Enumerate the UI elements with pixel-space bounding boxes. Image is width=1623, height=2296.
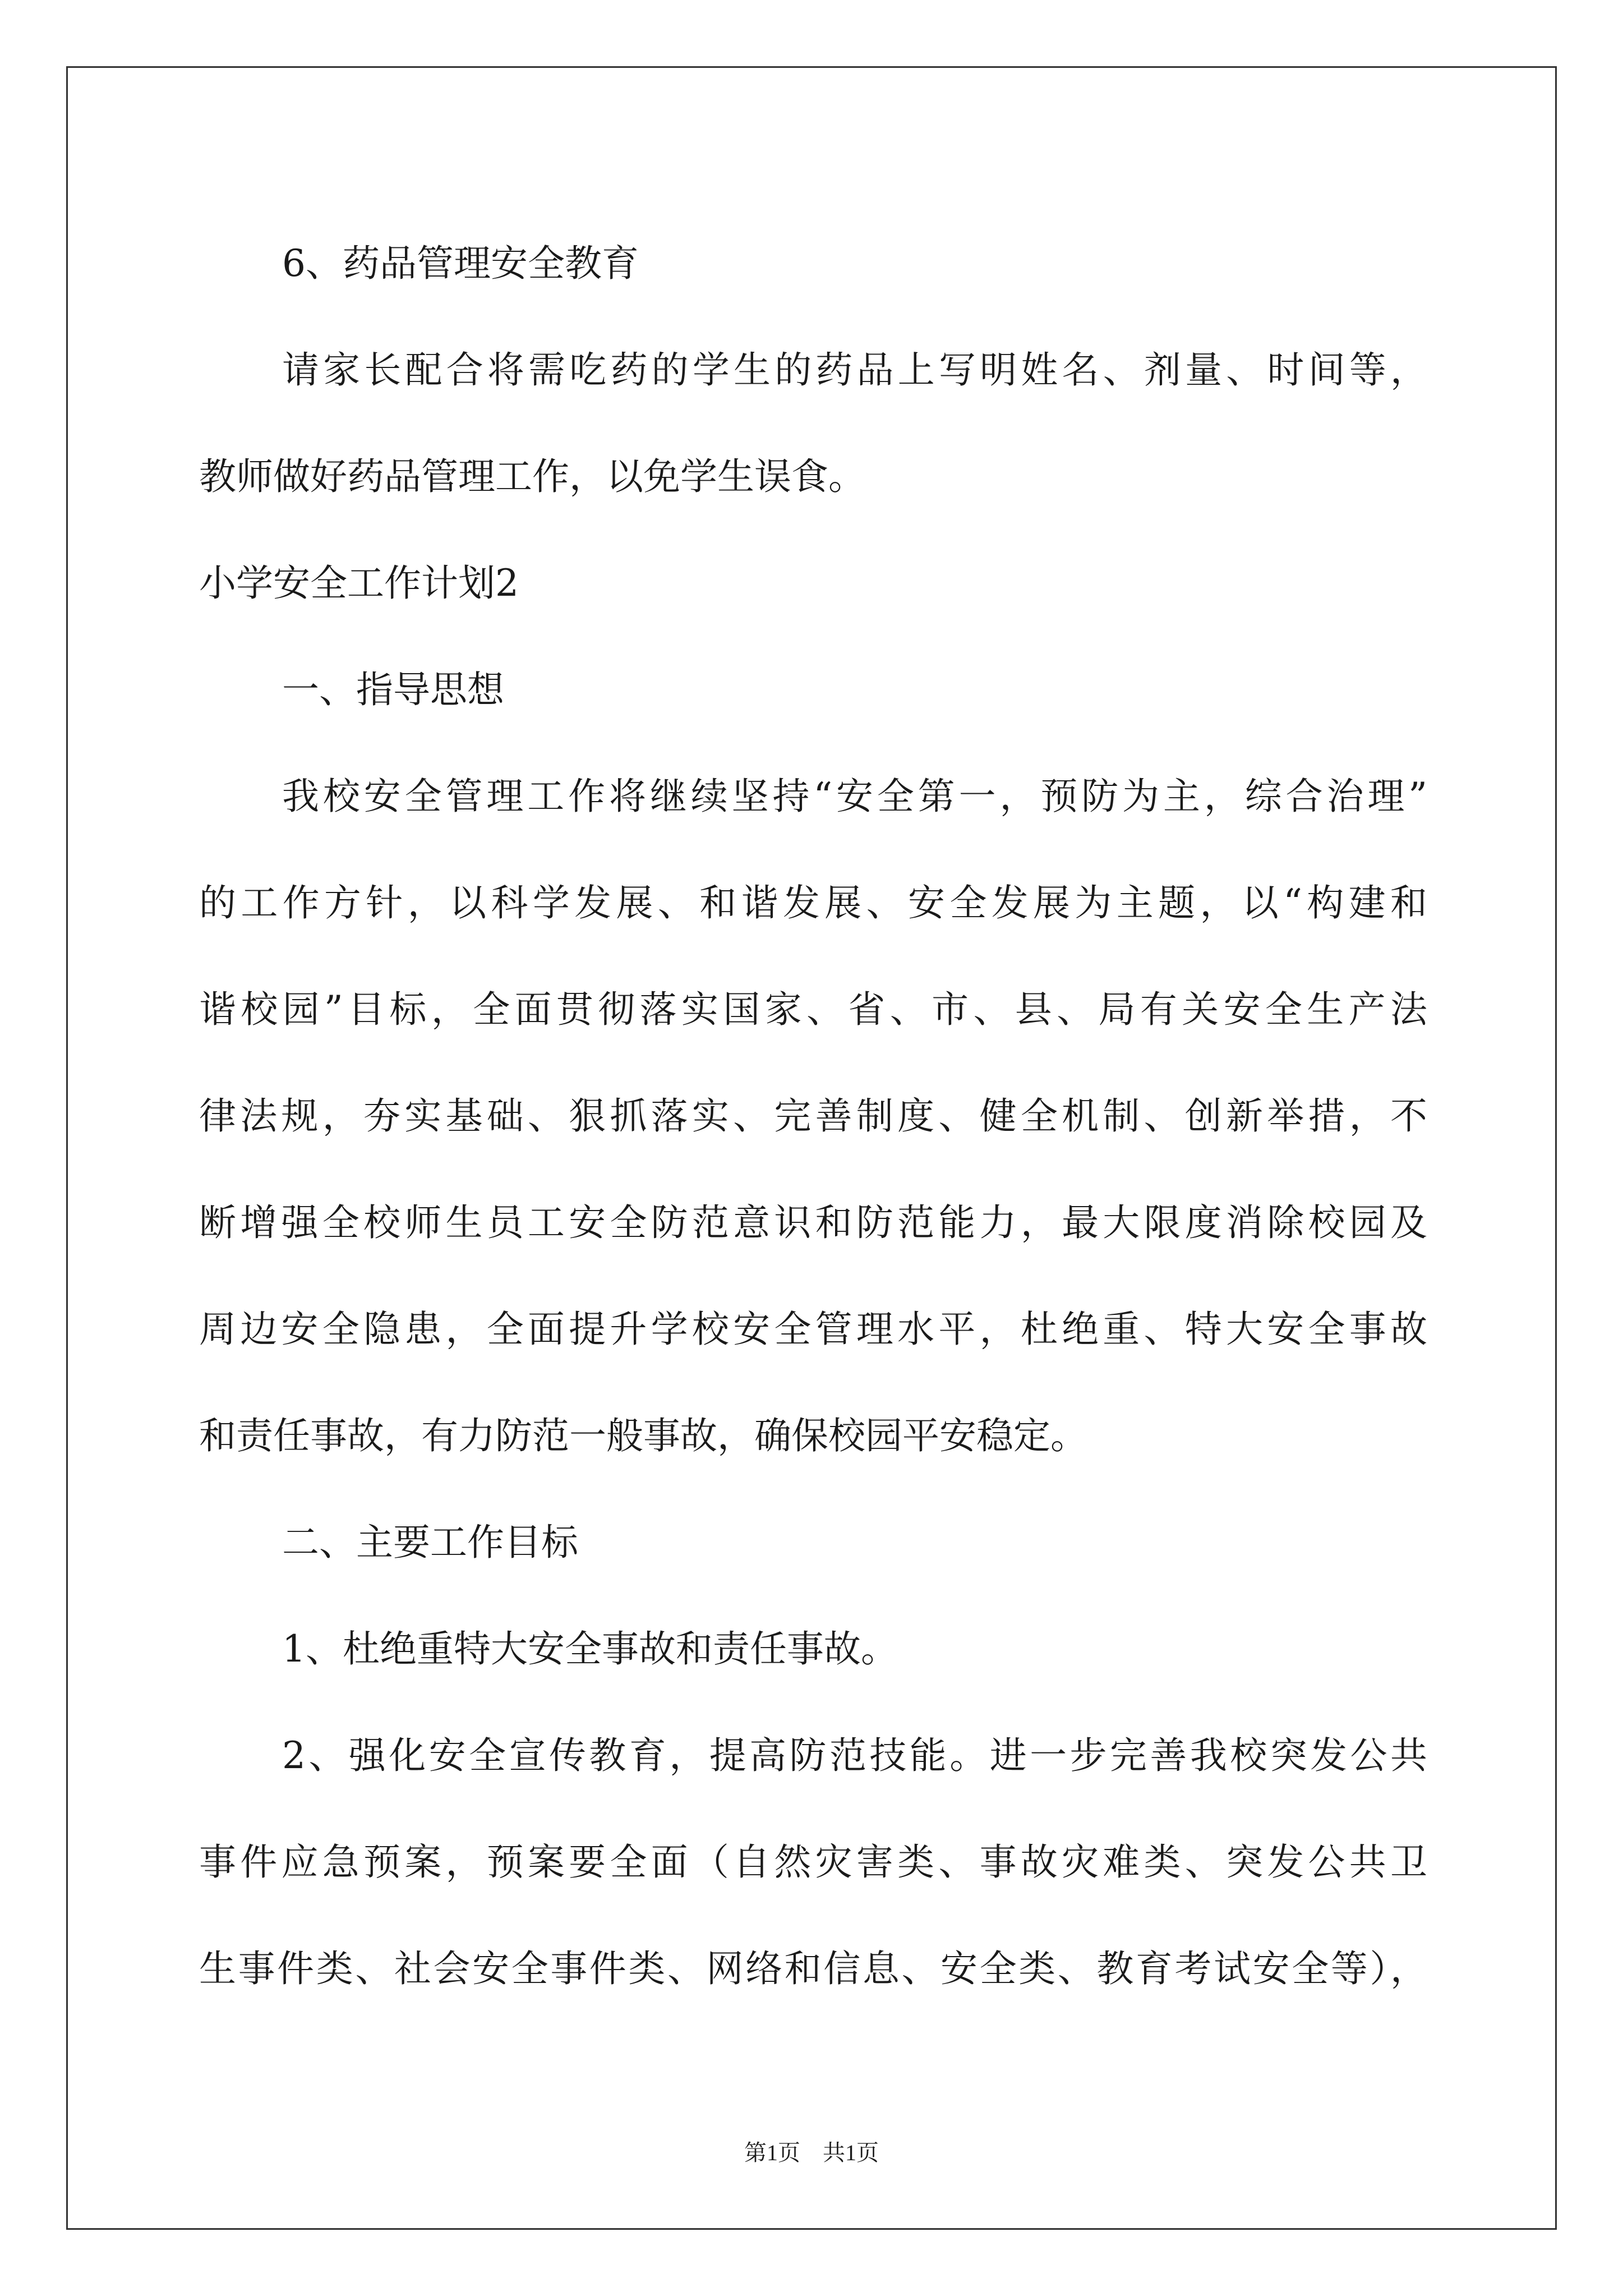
paragraph-line: 我校安全管理工作将继续坚持“安全第一，预防为主，综合治理”: [282, 775, 1427, 818]
document-title: 小学安全工作计划2: [199, 562, 519, 605]
section-heading-main-goals: 二、主要工作目标: [282, 1521, 578, 1564]
paragraph-line: 律法规，夯实基础、狠抓落实、完善制度、健全机制、创新举措，不: [199, 1094, 1427, 1138]
paragraph-line: 断增强全校师生员工安全防范意识和防范能力，最大限度消除校园及: [199, 1201, 1427, 1244]
paragraph-line: 谐校园”目标，全面贯彻落实国家、省、市、县、局有关安全生产法: [199, 988, 1427, 1031]
paragraph-line: 生事件类、社会安全事件类、网络和信息、安全类、教育考试安全等），: [199, 1947, 1427, 1990]
paragraph-line: 的工作方针，以科学发展、和谐发展、安全发展为主题，以“构建和: [199, 881, 1427, 924]
document-body: [199, 210, 1427, 2022]
list-item: 2、强化安全宣传教育，提高防范技能。进一步完善我校突发公共: [282, 1734, 1427, 1777]
paragraph-line: 请家长配合将需吃药的学生的药品上写明姓名、剂量、时间等，: [282, 348, 1427, 392]
section-heading-drug-safety: 6、药品管理安全教育: [282, 242, 639, 285]
paragraph-line: 和责任事故，有力防范一般事故，确保校园平安稳定。: [199, 1414, 1087, 1457]
paragraph-line: 教师做好药品管理工作，以免学生误食。: [199, 455, 865, 498]
paragraph-line: 周边安全隐患，全面提升学校安全管理水平，杜绝重、特大安全事故: [199, 1308, 1427, 1351]
list-item: 1、杜绝重特大安全事故和责任事故。: [282, 1627, 898, 1671]
section-heading-guiding-ideology: 一、指导思想: [282, 668, 504, 711]
page-footer: 第1页 共1页: [744, 2140, 879, 2165]
paragraph-line: 事件应急预案，预案要全面（自然灾害类、事故灾难类、突发公共卫: [199, 1841, 1427, 1884]
